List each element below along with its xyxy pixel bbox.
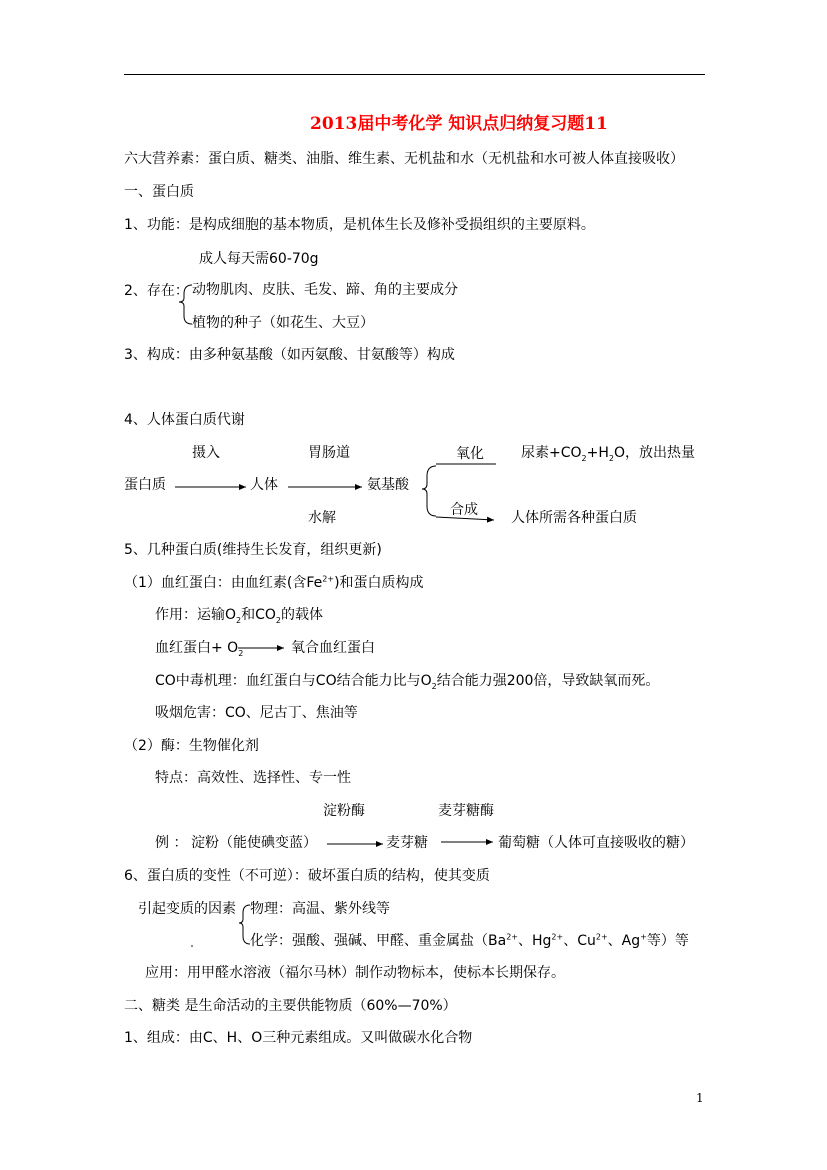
factor-brace	[239, 905, 250, 944]
section-protein: 一、蛋白质	[124, 184, 194, 200]
amino-brace	[422, 466, 436, 516]
existence-plant: 植物的种子（如花生、大豆）	[192, 315, 374, 331]
protein-function: 1、功能：是构成细胞的基本物质，是机体生长及修补受损组织的主要原料。	[124, 217, 595, 233]
node-amino-acid: 氨基酸	[367, 477, 409, 493]
denaturation-line: 6、蛋白质的变性（不可逆）：破坏蛋白质的结构，使其变质	[124, 868, 490, 884]
smoking-harm: 吸烟危害：CO、尼古丁、焦油等	[155, 705, 358, 721]
label-oxidation: 氧化	[456, 446, 484, 462]
enzyme-feature: 特点：高效性、选择性、专一性	[155, 770, 351, 786]
co-poisoning: CO中毒机理：血红蛋白与CO结合能力比与$O_2$结合能力强200倍，导致缺氧而死。	[155, 673, 660, 691]
label-maltase: 麦芽糖酶	[438, 803, 494, 819]
label-gut: 胃肠道	[308, 445, 350, 461]
existence-label: 2、存在：	[124, 283, 189, 299]
metabolism-heading: 4、人体蛋白质代谢	[124, 412, 245, 428]
intro-line: 六大营养素：蛋白质、糖类、油脂、维生素、无机盐和水（无机盐和水可被人体直接吸收）	[124, 151, 684, 167]
example-maltose: 麦芽糖	[386, 835, 428, 851]
factor-chemical: 化学：强酸、强碱、甲醛、重金属盐（$Ba^{2+}$、$Hg^{2+}$、$Cu^{2+}$、Ag+等）等	[250, 932, 689, 949]
protein-kinds: 5、几种蛋白质(维持生长发育，组织更新)	[124, 542, 382, 558]
page-number: 1	[696, 1091, 704, 1105]
label-intake: 摄入	[192, 445, 220, 461]
stray-dot	[191, 945, 193, 947]
label-hydrolysis: 水解	[308, 510, 336, 526]
arrow-synthesis	[436, 517, 494, 520]
existence-animal: 动物肌肉、皮肤、毛发、蹄、角的主要成分	[192, 282, 458, 298]
page-title: 2013届中考化学 知识点归纳复习题11	[310, 114, 608, 134]
sugar-composition: 1、组成：由C、H、O三种元素组成。又叫做碳水化合物	[124, 1030, 473, 1046]
example-glucose: 葡萄糖（人体可直接吸收的糖）	[498, 835, 694, 851]
hemoglobin-line: （1）血红蛋白：由血红素(含$Fe^{2+}$)和蛋白质构成	[124, 574, 424, 591]
existence-brace	[179, 285, 192, 324]
oxidation-product: 尿素$+CO_2+H_2O$，放出热量	[521, 445, 696, 463]
factor-physical: 物理：高温、紫外线等	[250, 901, 390, 917]
label-synthesis: 合成	[450, 502, 478, 518]
application-line: 应用：用甲醛水溶液（福尔马林）制作动物标本，使标本长期保存。	[145, 965, 565, 981]
example-label: 例 ：	[155, 835, 188, 851]
daily-need: 成人每天需60-70g	[199, 251, 319, 267]
hemo-reaction-left: 血红蛋白+ $O_2$	[155, 640, 244, 658]
label-amylase: 淀粉酶	[323, 803, 365, 819]
synthesis-product: 人体所需各种蛋白质	[511, 510, 637, 526]
node-body: 人体	[250, 477, 278, 493]
node-protein: 蛋白质	[124, 477, 166, 493]
factor-label: 引起变质的因素	[138, 901, 236, 917]
hemoglobin-role: 作用：运输$O_2$和$CO_2$的载体	[155, 607, 324, 625]
enzyme-line: （2）酶：生物催化剂	[124, 738, 259, 754]
protein-composition: 3、构成：由多种氨基酸（如丙氨酸、甘氨酸等）构成	[124, 347, 455, 363]
example-starch: 淀粉（能使碘变蓝）	[191, 835, 317, 851]
hemo-reaction-right: 氧合血红蛋白	[291, 640, 375, 656]
section-sugar: 二、糖类 是生命活动的主要供能物质（60%—70%）	[124, 998, 457, 1014]
